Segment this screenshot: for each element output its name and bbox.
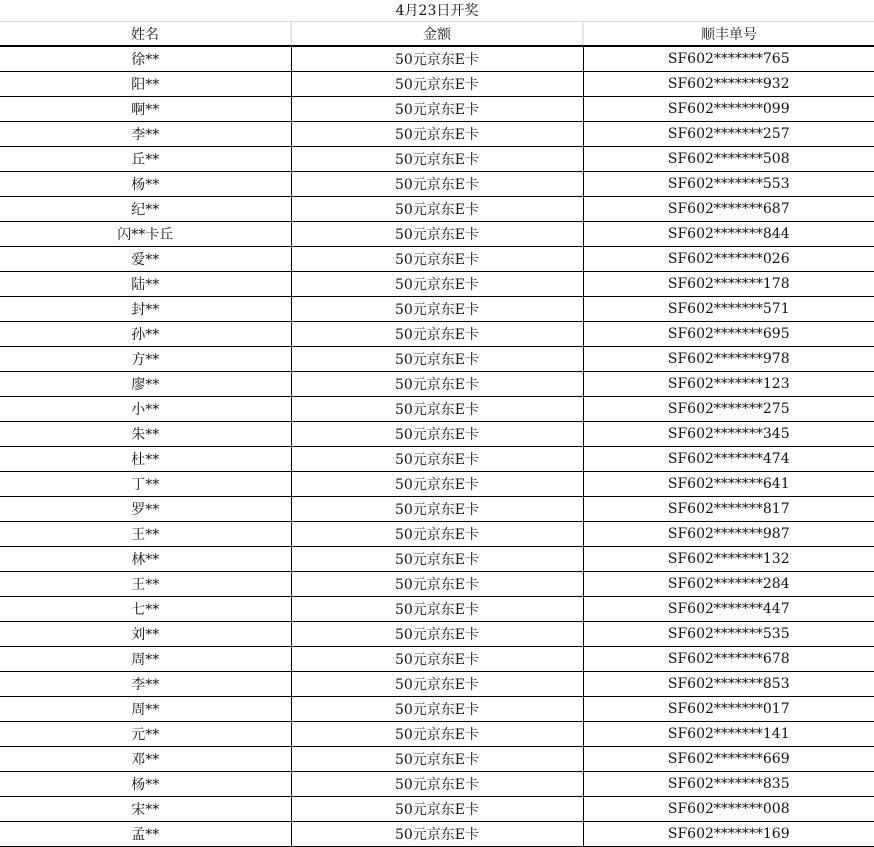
winner-name-cell: 王** xyxy=(0,572,291,597)
prize-amount-cell: 50元京东E卡 xyxy=(291,772,583,797)
prize-amount-cell: 50元京东E卡 xyxy=(291,572,583,597)
table-row xyxy=(0,697,874,722)
prize-amount-cell: 50元京东E卡 xyxy=(291,747,583,772)
table-row xyxy=(0,72,874,97)
table-body xyxy=(0,46,874,847)
prize-amount-cell: 50元京东E卡 xyxy=(291,797,583,822)
tracking-number-cell: SF602*******535 xyxy=(583,622,874,647)
table-row xyxy=(0,97,874,122)
prize-amount-cell: 50元京东E卡 xyxy=(291,472,583,497)
header-tracking-number: 顺丰单号 xyxy=(583,22,874,46)
prize-amount-cell: 50元京东E卡 xyxy=(291,172,583,197)
prize-amount-cell: 50元京东E卡 xyxy=(291,647,583,672)
prize-amount-cell: 50元京东E卡 xyxy=(291,347,583,372)
prize-amount-cell: 50元京东E卡 xyxy=(291,447,583,472)
prize-amount-cell: 50元京东E卡 xyxy=(291,397,583,422)
prize-amount-cell: 50元京东E卡 xyxy=(291,522,583,547)
winner-name-cell: 李** xyxy=(0,122,291,147)
tracking-number-cell: SF602*******844 xyxy=(583,222,874,247)
tracking-number-cell: SF602*******978 xyxy=(583,347,874,372)
prize-amount-cell: 50元京东E卡 xyxy=(291,497,583,522)
table-row xyxy=(0,297,874,322)
winner-name-cell: 孙** xyxy=(0,322,291,347)
winner-name-cell: 邓** xyxy=(0,747,291,772)
table-row xyxy=(0,622,874,647)
winner-name-cell: 李** xyxy=(0,672,291,697)
tracking-number-cell: SF602*******123 xyxy=(583,372,874,397)
table-row xyxy=(0,272,874,297)
prize-amount-cell: 50元京东E卡 xyxy=(291,822,583,847)
winner-name-cell: 元** xyxy=(0,722,291,747)
tracking-number-cell: SF602*******987 xyxy=(583,522,874,547)
winner-name-cell: 刘** xyxy=(0,622,291,647)
tracking-number-cell: SF602*******099 xyxy=(583,97,874,122)
tracking-number-cell: SF602*******275 xyxy=(583,397,874,422)
tracking-number-cell: SF602*******553 xyxy=(583,172,874,197)
winner-name-cell: 丘** xyxy=(0,147,291,172)
winner-name-cell: 爱** xyxy=(0,247,291,272)
prize-amount-cell: 50元京东E卡 xyxy=(291,722,583,747)
table-row xyxy=(0,447,874,472)
tracking-number-cell: SF602*******695 xyxy=(583,322,874,347)
winner-name-cell: 杜** xyxy=(0,447,291,472)
tracking-number-cell: SF602*******257 xyxy=(583,122,874,147)
winner-name-cell: 周** xyxy=(0,697,291,722)
table-row xyxy=(0,672,874,697)
table-row xyxy=(0,472,874,497)
prize-amount-cell: 50元京东E卡 xyxy=(291,597,583,622)
prize-amount-cell: 50元京东E卡 xyxy=(291,247,583,272)
tracking-number-cell: SF602*******132 xyxy=(583,547,874,572)
tracking-number-cell: SF602*******765 xyxy=(583,46,874,72)
winner-name-cell: 王** xyxy=(0,522,291,547)
table-row xyxy=(0,772,874,797)
table-row xyxy=(0,647,874,672)
tracking-number-cell: SF602*******178 xyxy=(583,272,874,297)
tracking-number-cell: SF602*******008 xyxy=(583,797,874,822)
tracking-number-cell: SF602*******017 xyxy=(583,697,874,722)
table-row xyxy=(0,547,874,572)
tracking-number-cell: SF602*******026 xyxy=(583,247,874,272)
winner-name-cell: 啊** xyxy=(0,97,291,122)
table-row xyxy=(0,747,874,772)
prize-amount-cell: 50元京东E卡 xyxy=(291,46,583,72)
table-header-row xyxy=(0,22,874,46)
table-row xyxy=(0,397,874,422)
tracking-number-cell: SF602*******817 xyxy=(583,497,874,522)
header-amount: 金额 xyxy=(291,22,583,46)
table-row xyxy=(0,572,874,597)
tracking-number-cell: SF602*******474 xyxy=(583,447,874,472)
winner-name-cell: 七** xyxy=(0,597,291,622)
tracking-number-cell: SF602*******932 xyxy=(583,72,874,97)
winner-name-cell: 小** xyxy=(0,397,291,422)
tracking-number-cell: SF602*******169 xyxy=(583,822,874,847)
tracking-number-cell: SF602*******571 xyxy=(583,297,874,322)
prize-amount-cell: 50元京东E卡 xyxy=(291,197,583,222)
table-row xyxy=(0,322,874,347)
table-row xyxy=(0,197,874,222)
table-row xyxy=(0,222,874,247)
table-row xyxy=(0,347,874,372)
table-row xyxy=(0,172,874,197)
tracking-number-cell: SF602*******508 xyxy=(583,147,874,172)
prize-amount-cell: 50元京东E卡 xyxy=(291,272,583,297)
winner-name-cell: 林** xyxy=(0,547,291,572)
tracking-number-cell: SF602*******669 xyxy=(583,747,874,772)
sheet-title: 4月23日开奖 xyxy=(0,0,874,22)
winner-name-cell: 朱** xyxy=(0,422,291,447)
prize-amount-cell: 50元京东E卡 xyxy=(291,372,583,397)
tracking-number-cell: SF602*******853 xyxy=(583,672,874,697)
tracking-number-cell: SF602*******641 xyxy=(583,472,874,497)
winner-name-cell: 阳** xyxy=(0,72,291,97)
table-row xyxy=(0,372,874,397)
tracking-number-cell: SF602*******447 xyxy=(583,597,874,622)
prize-amount-cell: 50元京东E卡 xyxy=(291,622,583,647)
winner-name-cell: 闪**卡丘 xyxy=(0,222,291,247)
tracking-number-cell: SF602*******678 xyxy=(583,647,874,672)
table-row xyxy=(0,422,874,447)
winner-name-cell: 杨** xyxy=(0,172,291,197)
table-row xyxy=(0,147,874,172)
tracking-number-cell: SF602*******345 xyxy=(583,422,874,447)
tracking-number-cell: SF602*******284 xyxy=(583,572,874,597)
prize-amount-cell: 50元京东E卡 xyxy=(291,697,583,722)
prize-amount-cell: 50元京东E卡 xyxy=(291,297,583,322)
prize-amount-cell: 50元京东E卡 xyxy=(291,547,583,572)
winner-name-cell: 周** xyxy=(0,647,291,672)
prize-amount-cell: 50元京东E卡 xyxy=(291,222,583,247)
prize-amount-cell: 50元京东E卡 xyxy=(291,322,583,347)
prize-amount-cell: 50元京东E卡 xyxy=(291,97,583,122)
table-row xyxy=(0,122,874,147)
table-row xyxy=(0,797,874,822)
prize-amount-cell: 50元京东E卡 xyxy=(291,422,583,447)
winner-name-cell: 陆** xyxy=(0,272,291,297)
tracking-number-cell: SF602*******835 xyxy=(583,772,874,797)
table-row xyxy=(0,722,874,747)
winner-name-cell: 纪** xyxy=(0,197,291,222)
prize-amount-cell: 50元京东E卡 xyxy=(291,72,583,97)
tracking-number-cell: SF602*******687 xyxy=(583,197,874,222)
table-row xyxy=(0,46,874,72)
winners-table xyxy=(0,22,874,847)
table-row xyxy=(0,822,874,847)
winner-name-cell: 杨** xyxy=(0,772,291,797)
table-row xyxy=(0,597,874,622)
table-row xyxy=(0,247,874,272)
winner-name-cell: 罗** xyxy=(0,497,291,522)
prize-amount-cell: 50元京东E卡 xyxy=(291,147,583,172)
tracking-number-cell: SF602*******141 xyxy=(583,722,874,747)
winner-name-cell: 徐** xyxy=(0,46,291,72)
winner-name-cell: 丁** xyxy=(0,472,291,497)
header-name: 姓名 xyxy=(0,22,291,46)
table-row xyxy=(0,522,874,547)
winner-name-cell: 方** xyxy=(0,347,291,372)
winner-name-cell: 封** xyxy=(0,297,291,322)
prize-amount-cell: 50元京东E卡 xyxy=(291,672,583,697)
winner-name-cell: 孟** xyxy=(0,822,291,847)
winner-name-cell: 宋** xyxy=(0,797,291,822)
table-row xyxy=(0,497,874,522)
prize-amount-cell: 50元京东E卡 xyxy=(291,122,583,147)
winner-name-cell: 廖** xyxy=(0,372,291,397)
